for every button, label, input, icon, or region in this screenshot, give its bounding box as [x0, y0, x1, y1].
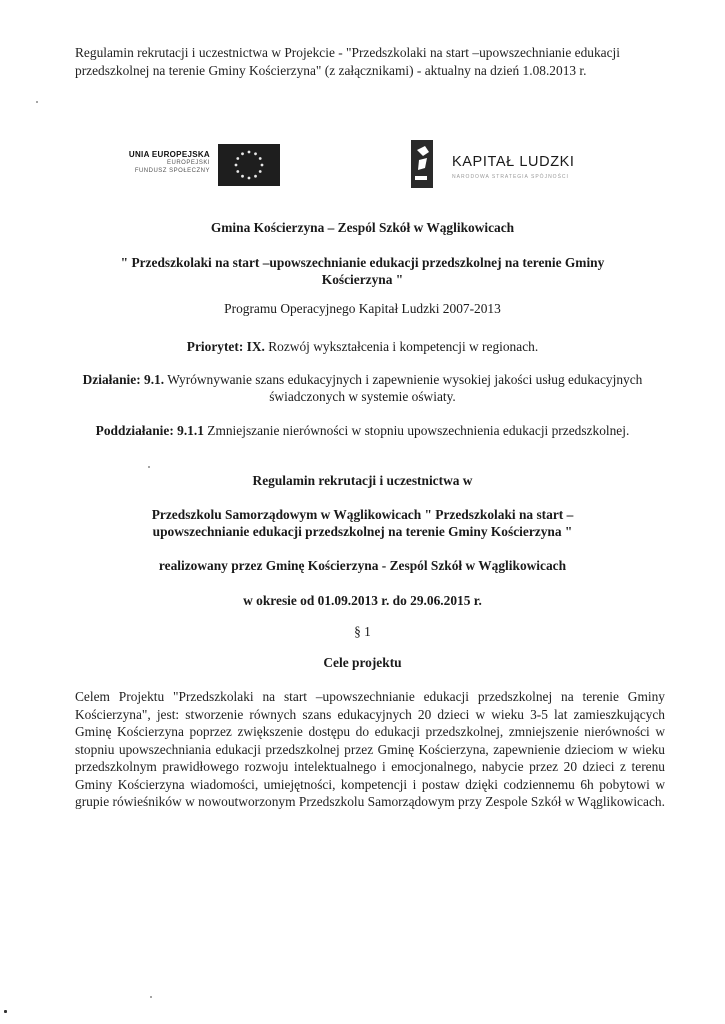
- section-title: Cele projektu: [323, 655, 402, 670]
- subaction-text: Zmniejszanie nierówności w stopniu upowszechnienia edukacji przedszkolnej.: [203, 423, 630, 438]
- priority-text: Rozwój wykształcenia i kompetencji w regionach.: [264, 339, 539, 354]
- scan-speck: [148, 466, 150, 468]
- subaction-label: Poddziałanie: 9.1.1: [95, 423, 204, 438]
- kapital-ludzki-logo-icon: [405, 136, 437, 192]
- project-title: " Przedszkolaki na start –upowszechnianie edukacji przedszkolnej na terenie Gminy Kościerzyna ": [120, 255, 605, 287]
- action-label: Działanie: 9.1.: [82, 372, 165, 387]
- section-body: Celem Projektu "Przedszkolaki na start –upowszechnianie edukacji przedszkolnej na terenie Gminy Kościerzyna", jest: stworzenie równych szans edukacyjnych 20 dzieci w wieku 3-5 lat zamieszkujących Gminę Kościerzyna poprzez zwiększenie dostępu do edukacji przedszkolnej, zmniejszenie nierówności w stopniu upowszechniania edukacji przedszkolnej przez Gminę Kościerzyna, zapewnienie dzieciom w wieku przedszkolnym prawidłowego rozwoju intelektualnego i emocjonalnego, nabycie przez 20 dzieci z terenu Gminy Kościerzyna wiadomości, umiejętności, kompetencji i postaw dzięki codziennemu 6h pobytowi w grupie rówieśników w nowoutworzonym Przedszkolu Samorządowym przy Zespole Szkół w Wąglikowicach.: [75, 689, 665, 809]
- regulation-heading: Regulamin rekrutacji i uczestnictwa w: [252, 473, 473, 488]
- scan-speck: [36, 101, 38, 103]
- eu-logo-line3: FUNDUSZ SPOŁECZNY: [134, 168, 210, 174]
- subaction-line: [95, 422, 630, 439]
- eu-logo-text: [120, 150, 210, 175]
- header-note: Regulamin rekrutacji i uczestnictwa w Projekcie - "Przedszkolaki na start –upowszechnianie edukacji przedszkolnej na terenie Gminy Kościerzyna" (z załącznikami) - aktualny na dzień 1.08.2013 r.: [75, 45, 620, 78]
- implemented-by-line: realizowany przez Gminę Kościerzyna - Zespól Szkół w Wąglikowicach: [158, 558, 567, 573]
- priority-line: [60, 338, 665, 355]
- eu-logo-line1: UNIA EUROPEJSKA: [128, 150, 210, 159]
- action-text: Wyrównywanie szans edukacyjnych i zapewnienie wysokiej jakości usług edukacyjnych świadczonych w systemie oświaty.: [164, 372, 643, 404]
- kindergarten-heading: Przedszkolu Samorządowym w Wąglikowicach " Przedszkolaki na start – upowszechnianie edukacji przedszkolnej na terenie Gminy Kościerzyna ": [151, 507, 574, 539]
- gmina-heading: Gmina Kościerzyna – Zespól Szkół w Wąglikowicach: [210, 220, 515, 235]
- programme-line: Programu Operacyjnego Kapitał Ludzki 2007-2013: [224, 301, 501, 316]
- scan-speck: [4, 1010, 7, 1013]
- action-line: [80, 371, 645, 405]
- period-line: w okresie od 01.09.2013 r. do 29.06.2015 r.: [243, 593, 482, 608]
- eu-flag-icon: [218, 144, 280, 186]
- kapital-ludzki-subtitle: NARODOWA STRATEGIA SPÓJNOŚCI: [452, 174, 569, 180]
- scan-speck: [150, 996, 152, 998]
- eu-logo-line2: EUROPEJSKI: [166, 160, 210, 166]
- priority-label: Priorytet: IX.: [186, 339, 265, 354]
- kapital-ludzki-title: KAPITAŁ LUDZKI: [452, 154, 575, 170]
- section-mark: § 1: [354, 624, 371, 639]
